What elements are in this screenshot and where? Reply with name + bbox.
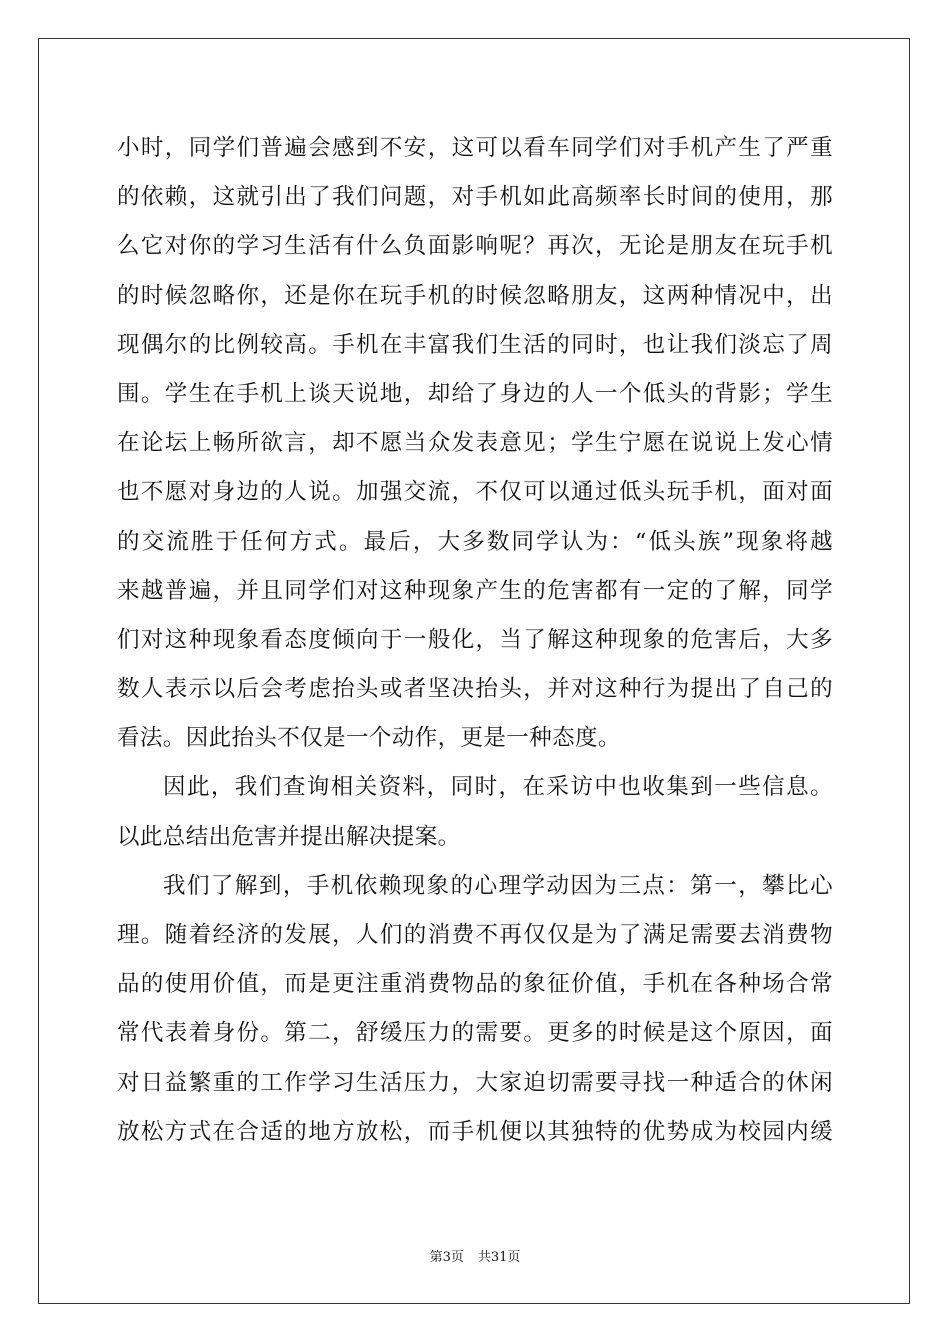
text-line: 现偶尔的比例较高。手机在丰富我们生活的同时，也让我们淡忘了周 [117,331,833,358]
text-line: 围。学生在手机上谈天说地，却给了身边的人一个低头的背影；学生 [117,380,833,407]
text-line: 因此，我们查询相关资料，同时，在采访中也收集到一些信息。 [163,774,833,801]
total-pages: 共31页 [477,1250,521,1265]
text-line: 常代表着身份。第二，舒缓压力的需要。更多的时候是这个原因，面 [117,1020,833,1047]
text-line: 的时候忽略你，还是你在玩手机的时候忽略朋友，这两种情况中，出 [117,282,833,309]
text-line: 以此总结出危害并提出解决提案。 [117,823,461,850]
text-line: 们对这种现象看态度倾向于一般化，当了解这种现象的危害后，大多 [117,626,833,653]
text-line: 品的使用价值，而是更注重消费物品的象征价值，手机在各种场合常 [117,971,833,998]
text-line: 的依赖，这就引出了我们问题，对手机如此高频率长时间的使用，那 [117,184,833,211]
page-footer [0,1246,950,1265]
text-line: 数人表示以后会考虑抬头或者坚决抬头，并对这种行为提出了自己的 [117,676,833,703]
document-body [117,124,833,1157]
text-line: 小时，同学们普遍会感到不安，这可以看车同学们对手机产生了严重 [117,135,833,161]
text-line: 看法。因此抬头不仅是一个动作，更是一种态度。 [117,725,621,752]
text-line: 理。随着经济的发展，人们的消费不再仅仅是为了满足需要去消费物 [117,922,833,948]
page-number: 第3页 [429,1250,464,1265]
text-line: 也不愿对身边的人说。加强交流，不仅可以通过低头玩手机，面对面 [117,479,833,506]
text-line: 来越普遍，并且同学们对这种现象产生的危害都有一定的了解，同学 [117,577,833,604]
text-line: 对日益繁重的工作学习生活压力，大家迫切需要寻找一种适合的休闲 [117,1069,833,1096]
text-line: 放松方式在合适的地方放松，而手机便以其独特的优势成为校园内缓 [117,1118,833,1145]
text-line: 的交流胜于任何方式。最后，大多数同学认为：“低头族”现象将越 [117,528,833,555]
text-line: 在论坛上畅所欲言，却不愿当众发表意见；学生宁愿在说说上发心情 [117,430,833,457]
text-line: 么它对你的学习生活有什么负面影响呢？再次，无论是朋友在玩手机 [117,233,833,260]
text-line: 我们了解到，手机依赖现象的心理学动因为三点：第一，攀比心 [163,872,833,899]
